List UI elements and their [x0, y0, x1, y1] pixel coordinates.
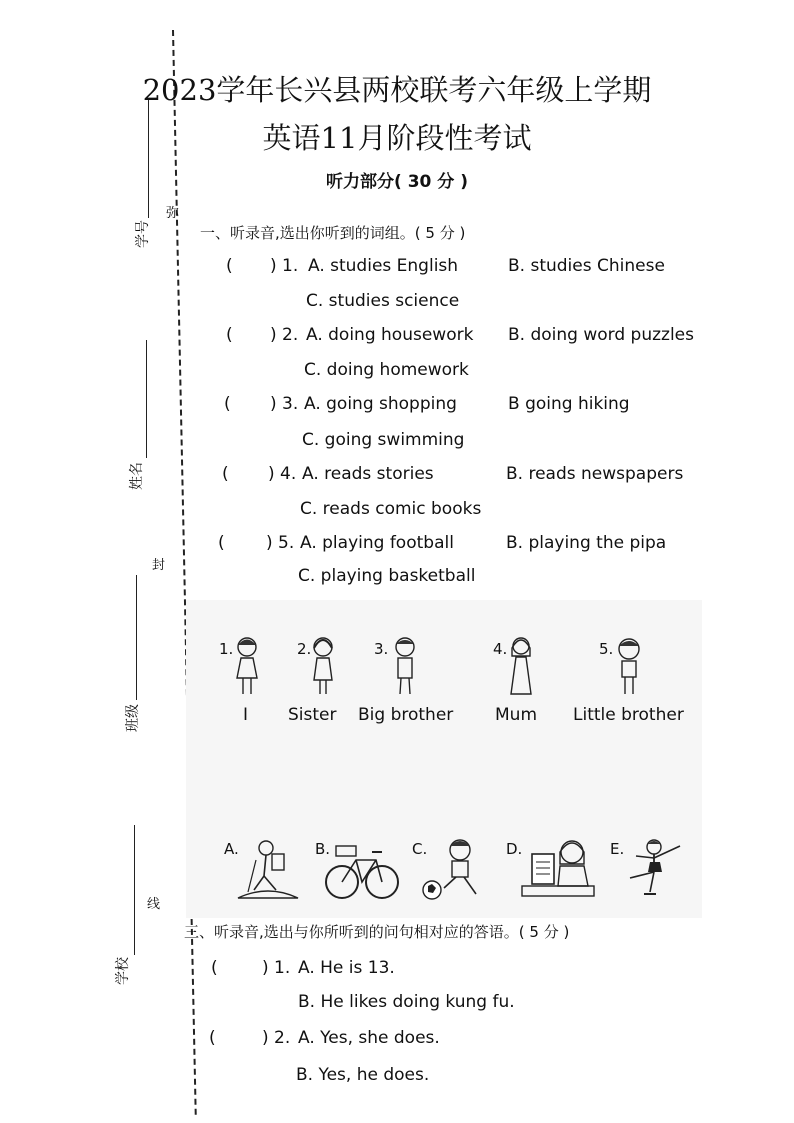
option-b: B. reads newspapers: [506, 464, 684, 484]
option-c: C. reads comic books: [300, 499, 482, 519]
person-label: Little brother: [573, 705, 684, 725]
person-number: 3.: [374, 640, 389, 658]
option-c: C. playing basketball: [298, 566, 476, 586]
little-brother-figure-icon: [614, 636, 644, 698]
option-a: A. playing football: [300, 533, 454, 553]
question-number: ) 3.: [270, 394, 299, 414]
option-b: B. doing word puzzles: [508, 325, 694, 345]
option-a: A. He is 13.: [298, 958, 395, 978]
option-a: A. going shopping: [304, 394, 457, 414]
question-number: ) 5.: [266, 533, 295, 553]
name-blank[interactable]: [146, 340, 147, 458]
answer-paren-open[interactable]: (: [222, 464, 229, 484]
listening-subtitle: 听力部分( 30 分 ): [326, 172, 468, 192]
student-id-label: 学号: [135, 220, 151, 248]
option-a: A. doing housework: [306, 325, 474, 345]
option-a: A. studies English: [308, 256, 459, 276]
answer-paren-open[interactable]: (: [224, 394, 231, 414]
seal-dashed-line: [172, 30, 197, 1115]
girl-reading-icon: [518, 836, 598, 902]
person-label: Mum: [495, 705, 538, 725]
person-number: 5.: [599, 640, 614, 658]
option-b: B. studies Chinese: [508, 256, 665, 276]
seal-char-feng: 封: [152, 558, 166, 573]
option-b: B. playing the pipa: [506, 533, 667, 553]
school-label: 学校: [115, 957, 131, 985]
picture-letter: D.: [506, 840, 523, 858]
answer-paren-open[interactable]: (: [218, 533, 225, 553]
seal-char-xian: 线: [147, 897, 161, 912]
question-number: ) 2.: [262, 1028, 291, 1048]
person-number: 1.: [219, 640, 234, 658]
hiking-girl-icon: [236, 838, 300, 904]
boy-playing-football-icon: [420, 836, 492, 902]
answer-paren-open[interactable]: (: [226, 256, 233, 276]
school-blank[interactable]: [134, 825, 135, 955]
picture-letter: B.: [315, 840, 331, 858]
person-label: Sister: [288, 705, 337, 725]
question-number: ) 1.: [270, 256, 299, 276]
class-blank[interactable]: [136, 575, 137, 700]
option-c: C. studies science: [306, 291, 460, 311]
answer-paren-open[interactable]: (: [226, 325, 233, 345]
exam-title-line1: 2023学年长兴县两校联考六年级上学期: [142, 73, 652, 107]
option-a: A. Yes, she does.: [298, 1028, 440, 1048]
name-label: 姓名: [129, 462, 145, 490]
picture-letter: E.: [610, 840, 625, 858]
girl-skating-icon: [624, 838, 686, 900]
question-number: ) 4.: [268, 464, 297, 484]
person-label: Big brother: [358, 705, 454, 725]
picture-letter: A.: [224, 840, 239, 858]
option-c: C. going swimming: [302, 430, 465, 450]
bicycle-icon: [324, 840, 400, 902]
person-label: I: [243, 705, 249, 725]
option-b: B going hiking: [508, 394, 630, 414]
section1-heading: 一、听录音,选出你听到的词组。( 5 分 ): [200, 224, 466, 242]
person-number: 2.: [297, 640, 312, 658]
answer-paren-open[interactable]: (: [209, 1028, 216, 1048]
big-brother-figure-icon: [390, 636, 420, 698]
section3-heading: 三、听录音,选出与你所听到的问句相对应的答语。( 5 分 ): [184, 923, 570, 941]
option-b: B. He likes doing kung fu.: [298, 992, 515, 1012]
sister-figure-icon: [308, 636, 338, 698]
exam-title-line2: 英语11月阶段性考试: [262, 121, 532, 155]
question-number: ) 2.: [270, 325, 299, 345]
picture-letter: C.: [412, 840, 428, 858]
person-number: 4.: [493, 640, 508, 658]
option-c: C. doing homework: [304, 360, 469, 380]
option-b: B. Yes, he does.: [296, 1065, 430, 1085]
seal-char-mi: 弥: [166, 206, 180, 221]
class-label: 班级: [125, 704, 141, 732]
mum-figure-icon: [506, 636, 536, 698]
answer-paren-open[interactable]: (: [211, 958, 218, 978]
question-number: ) 1.: [262, 958, 291, 978]
option-a: A. reads stories: [302, 464, 434, 484]
girl-figure-icon: [232, 636, 262, 698]
